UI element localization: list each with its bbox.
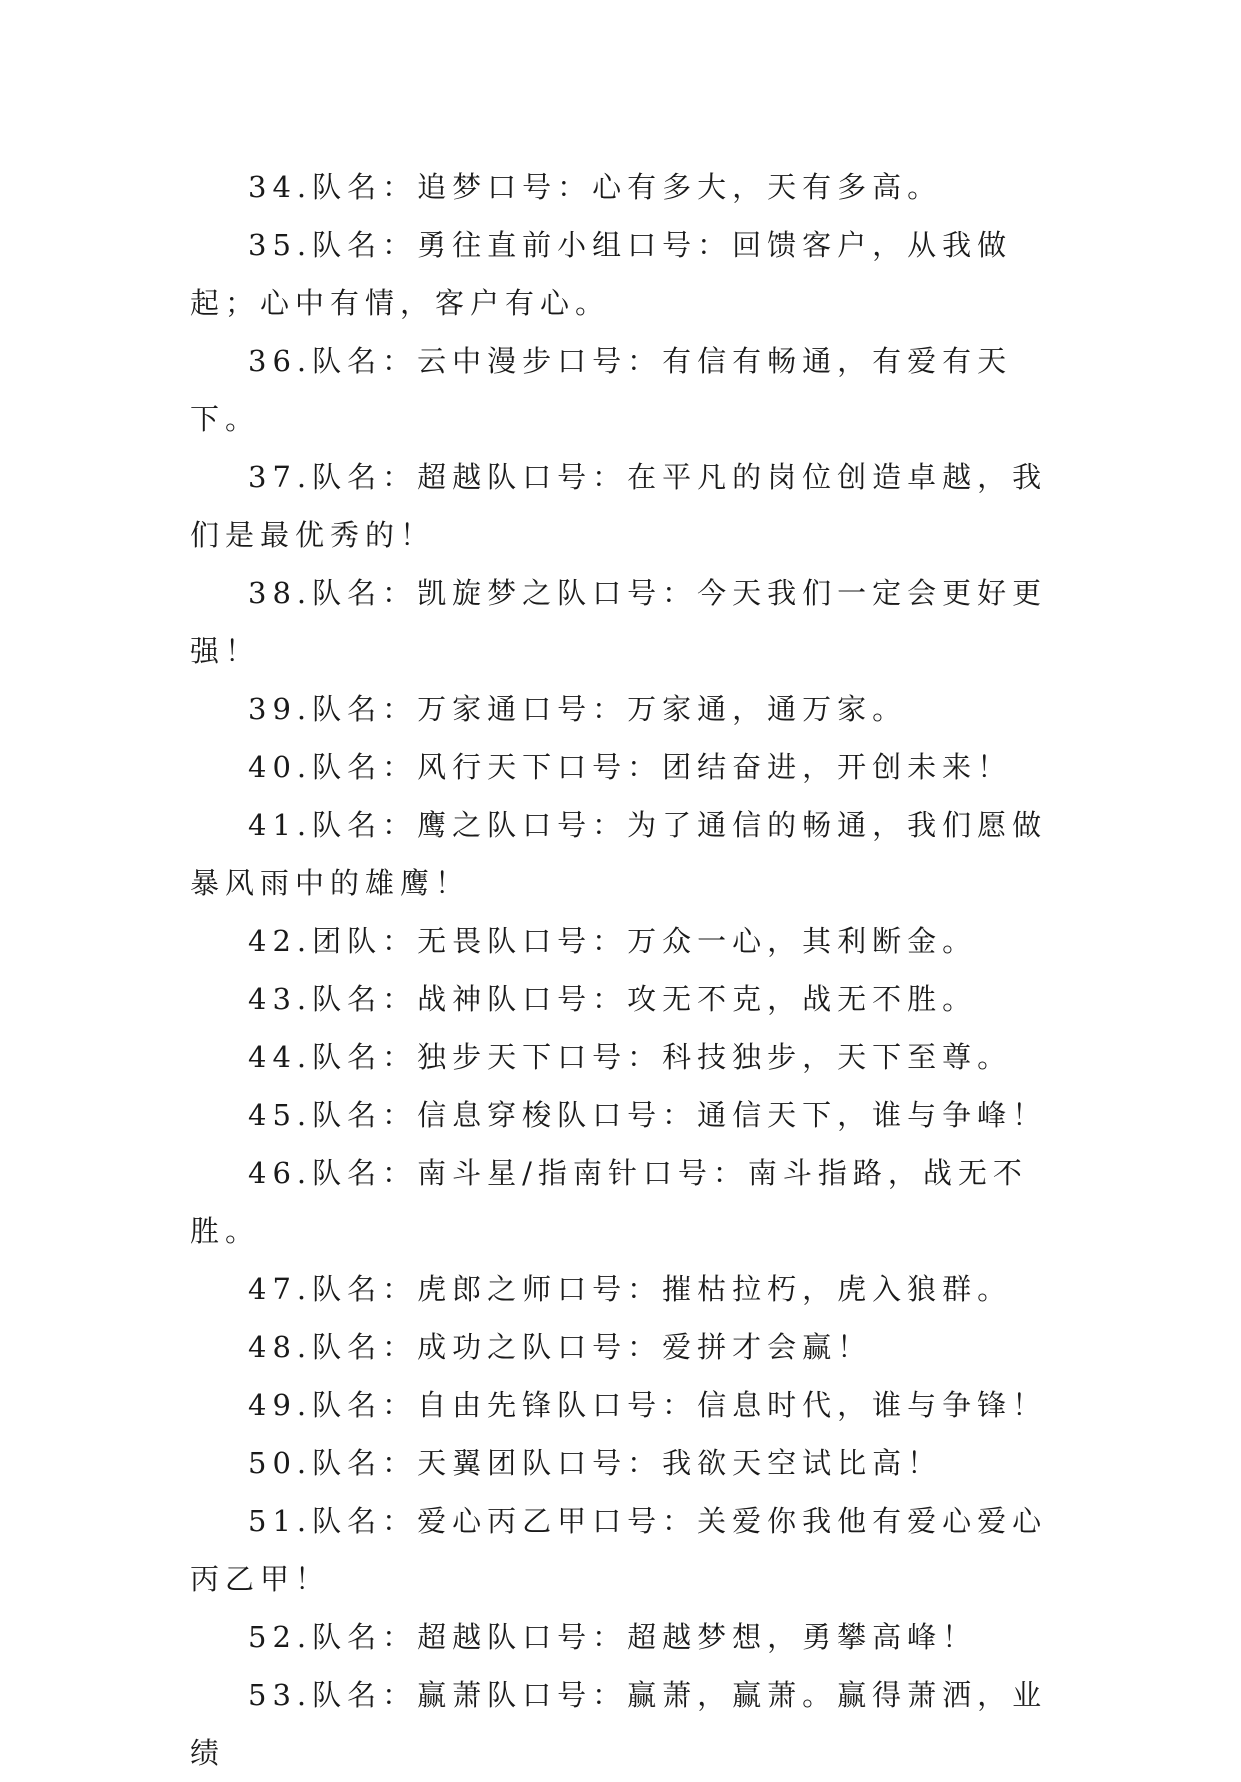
paragraph-42: 42.团队：无畏队口号：万众一心，其利断金。 <box>248 924 978 958</box>
paragraph-36: 36.队名：云中漫步口号：有信有畅通，有爱有天下。 <box>190 344 1013 436</box>
paragraph-53: 53.队名：赢萧队口号：赢萧，赢萧。赢得萧洒，业绩 <box>190 1678 1048 1770</box>
paragraph-43: 43.队名：战神队口号：攻无不克，战无不胜。 <box>248 982 978 1016</box>
paragraph-35: 35.队名：勇往直前小组口号：回馈客户，从我做起；心中有情，客户有心。 <box>190 228 1013 320</box>
paragraph-38: 38.队名：凯旋梦之队口号：今天我们一定会更好更强！ <box>190 576 1048 668</box>
paragraph-39: 39.队名：万家通口号：万家通，通万家。 <box>248 692 908 726</box>
paragraph-45: 45.队名：信息穿梭队口号：通信天下，谁与争峰！ <box>248 1098 1048 1132</box>
paragraph-52: 52.队名：超越队口号：超越梦想，勇攀高峰！ <box>248 1620 978 1654</box>
paragraph-50: 50.队名：天翼团队口号：我欲天空试比高！ <box>248 1446 943 1480</box>
paragraph-46: 46.队名：南斗星/指南针口号：南斗指路，战无不胜。 <box>190 1156 1028 1248</box>
paragraph-44: 44.队名：独步天下口号：科技独步，天下至尊。 <box>248 1040 1013 1074</box>
paragraph-34: 34.队名：追梦口号：心有多大，天有多高。 <box>248 170 943 204</box>
paragraph-47: 47.队名：虎郎之师口号：摧枯拉朽，虎入狼群。 <box>248 1272 1013 1306</box>
paragraph-37: 37.队名：超越队口号：在平凡的岗位创造卓越，我们是最优秀的！ <box>190 460 1048 552</box>
paragraph-51: 51.队名：爱心丙乙甲口号：关爱你我他有爱心爱心丙乙甲！ <box>190 1504 1048 1596</box>
paragraph-41: 41.队名：鹰之队口号：为了通信的畅通，我们愿做暴风雨中的雄鹰！ <box>190 808 1048 900</box>
document-body <box>190 158 1070 1782</box>
paragraph-40: 40.队名：风行天下口号：团结奋进，开创未来！ <box>248 750 1013 784</box>
paragraph-49: 49.队名：自由先锋队口号：信息时代，谁与争锋！ <box>248 1388 1048 1422</box>
paragraph-48: 48.队名：成功之队口号：爱拼才会赢！ <box>248 1330 873 1364</box>
